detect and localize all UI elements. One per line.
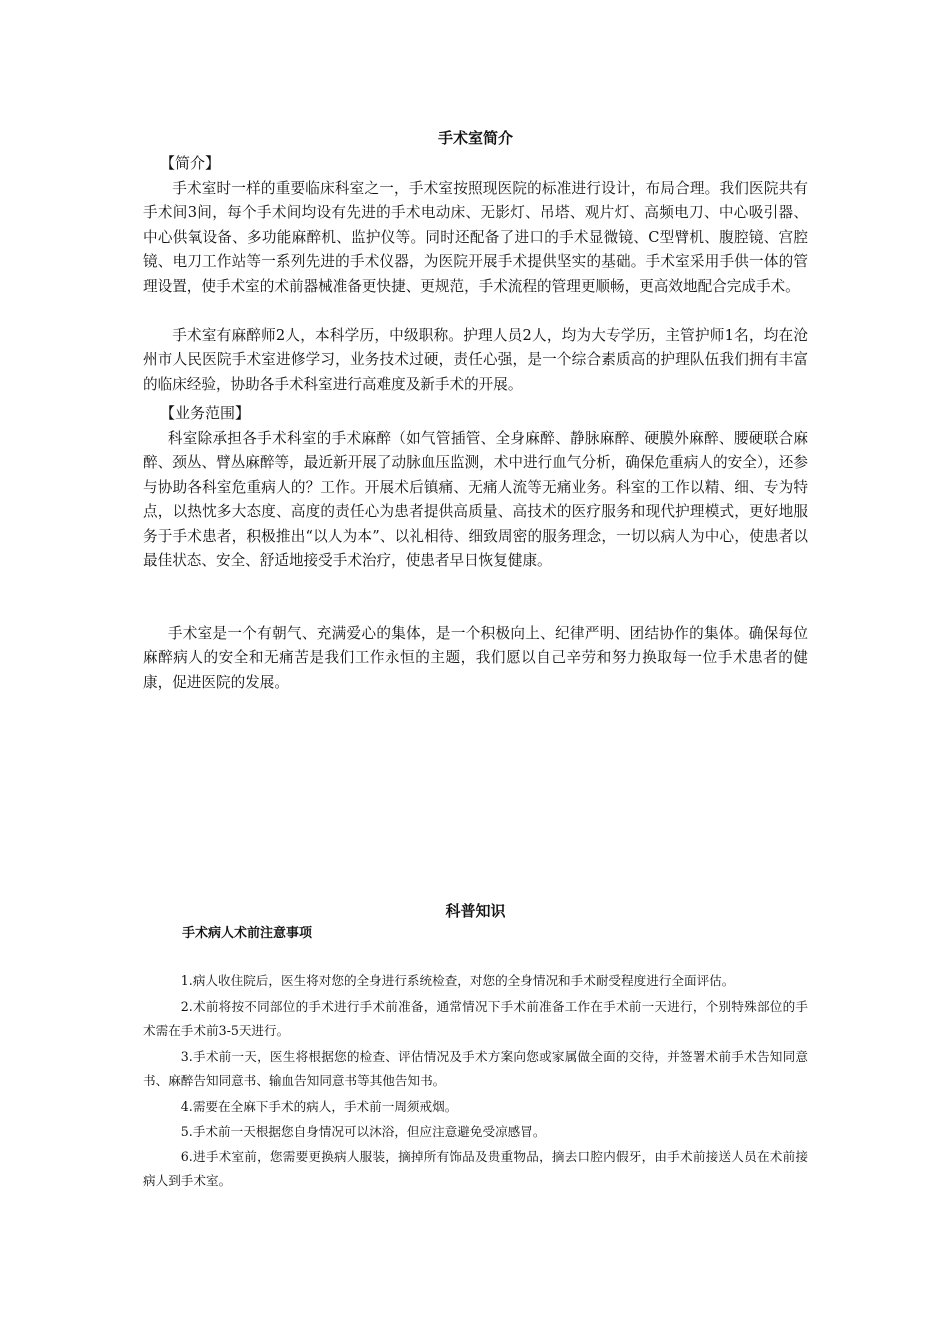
section-label-scope: 【业务范围】 [160,404,251,422]
page-title: 手术室简介 [437,129,513,147]
scope-paragraph-services: 科室除承担各手术科室的手术麻醉（如气管插管、全身麻醉、静脉麻醉、硬膜外麻醉、腰硬联合麻醉、颈丛、臂丛麻醉等，最近新开展了动脉血压监测，术中进行血气分析，确保危重病人的安全），还参与协助各科室危重病人的？工作。开展术后镇痛、无痛人流等无痛业务。科室的工作以精、细、专为特点，以热忱多大态度、高度的责任心为患者提供高质量、高技术的医疗服务和现代护理模式，更好地服务于手术患者，积极推出“以人为本”、以礼相待、细致周密的服务理念，一切以病人为中心，使患者以最佳状态、安全、舒适地接受手术治疗，使患者早日恢复健康。 [143,430,808,570]
list-item: 5.手术前一天根据您自身情况可以沐浴，但应注意避免受凉感冒。 [180,1124,546,1139]
list-item: 6.进手术室前，您需要更换病人服装，摘掉所有饰品及贵重物品，摘去口腔内假牙，由手术前接送人员在术前接病人到手术室。 [143,1149,808,1188]
science-subtitle: 手术病人术前注意事项 [182,926,313,941]
scope-paragraph-mission: 手术室是一个有朝气、充满爱心的集体，是一个积极向上、纪律严明、团结协作的集体。确保每位麻醉病人的安全和无痛苦是我们工作永恒的主题，我们愿以自己辛劳和努力换取每一位手术患者的健康，促进医院的发展。 [143,625,808,691]
list-item: 2.术前将按不同部位的手术进行手术前准备，通常情况下手术前准备工作在手术前一天进行，个别特殊部位的手术需在手术前3-5天进行。 [143,999,808,1038]
section-label-intro: 【简介】 [160,154,221,172]
list-item: 4.需要在全麻下手术的病人，手术前一周须戒烟。 [180,1099,458,1114]
intro-paragraph-staff: 手术室有麻醉师2人，本科学历，中级职称。护理人员2人，均为大专学历，主管护师1名，均在沧州市人民医院手术室进修学习，业务技术过硬，责任心强，是一个综合素质高的护理队伍我们拥有丰富的临床经验，协助各手术科室进行高难度及新手术的开展。 [143,327,808,393]
intro-paragraph-facilities: 手术室时一样的重要临床科室之一，手术室按照现医院的标准进行设计，布局合理。我们医院共有手术间3间，每个手术间均设有先进的手术电动床、无影灯、吊塔、观片灯、高频电刀、中心吸引器、中心供氧设备、多功能麻醉机、监护仪等。同时还配备了进口的手术显微镜、C型臂机、腹腔镜、宫腔镜、电刀工作站等一系列先进的手术仪器，为医院开展手术提供坚实的基础。手术室采用手供一体的管理设置，使手术室的术前器械准备更快捷、更规范，手术流程的管理更顺畅，更高效地配合完成手术。 [143,180,808,295]
list-item: 3.手术前一天，医生将根据您的检查、评估情况及手术方案向您或家属做全面的交待，并签署术前手术告知同意书、麻醉告知同意书、输血告知同意书等其他告知书。 [143,1049,808,1088]
list-item: 1.病人收住院后，医生将对您的全身进行系统检查，对您的全身情况和手术耐受程度进行全面评估。 [180,973,735,988]
science-section-title: 科普知识 [445,902,506,920]
